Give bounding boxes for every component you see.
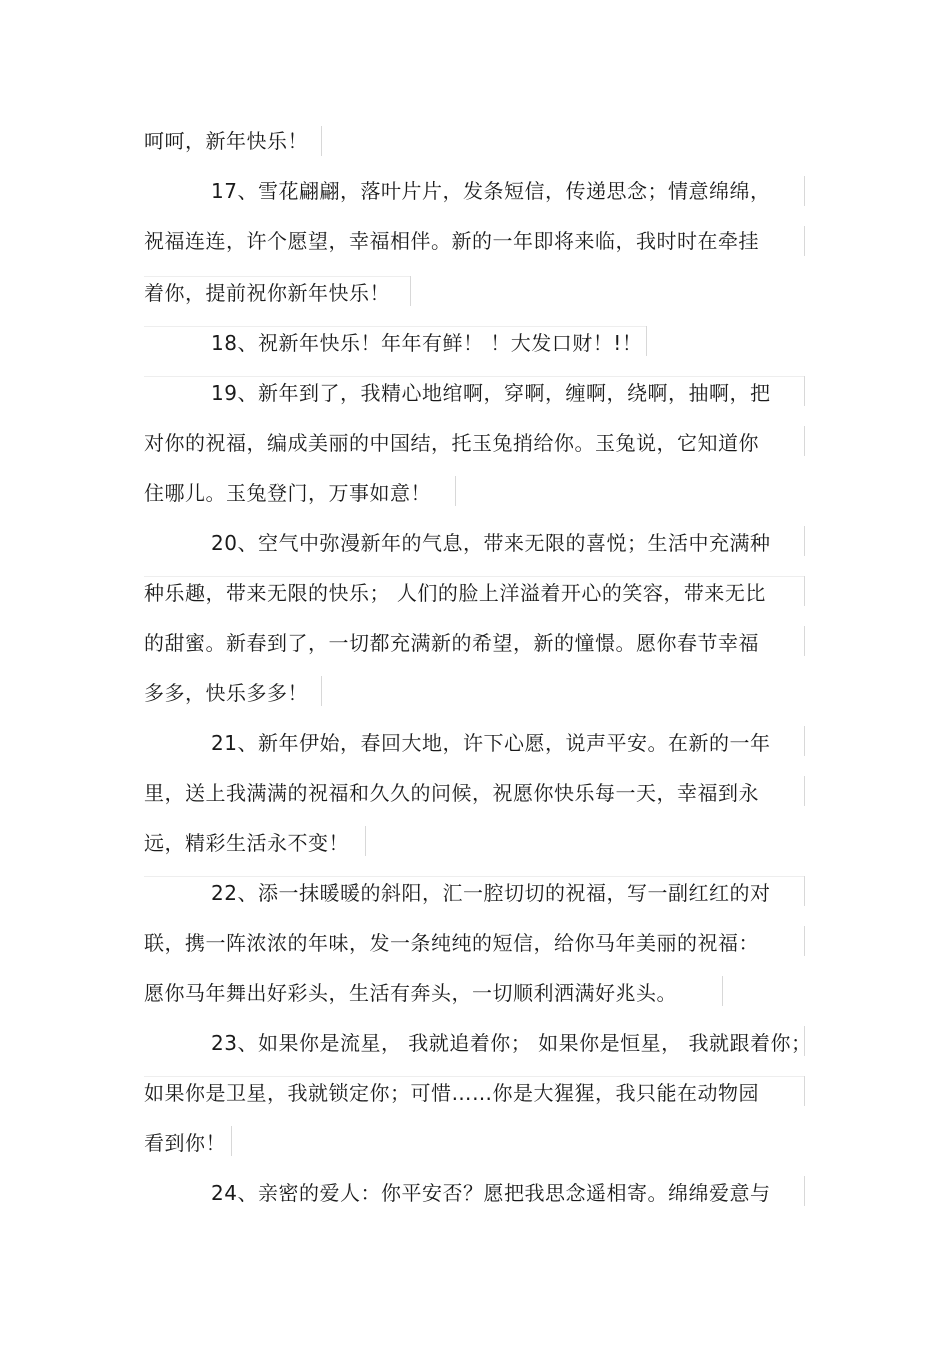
line-end-rule [804,926,805,956]
text-line-5: 18、祝新年快乐！年年有鲜！ ！大发口财！!！ [211,331,643,355]
text-line-7: 对你的祝福，编成美丽的中国结，托玉兔捎给你。玉兔说，它知道你 [144,431,759,455]
line-end-rule [321,126,322,156]
text-line-16: 22、添一抹暖暖的斜阳，汇一腔切切的祝福，写一副红红的对 [211,881,771,905]
line-end-rule [804,1076,805,1106]
text-line-13: 21、新年伊始，春回大地，许下心愿，说声平安。在新的一年 [211,731,771,755]
line-top-rule [144,876,804,877]
text-line-1: 呵呵，新年快乐！ [144,129,308,153]
text-line-19: 23、如果你是流星， 我就追着你； 如果你是恒星， 我就跟着你； [211,1031,812,1055]
text-line-21: 看到你！ [144,1131,226,1155]
text-line-12: 多多，快乐多多！ [144,681,308,705]
text-line-9: 20、空气中弥漫新年的气息，带来无限的喜悦；生活中充满种 [211,531,771,555]
line-end-rule [410,276,411,306]
line-end-rule [804,576,805,606]
text-line-2: 17、雪花翩翩，落叶片片，发条短信，传递思念；情意绵绵， [211,179,771,203]
line-end-rule [804,626,805,656]
line-end-rule [804,726,805,756]
text-line-17: 联，携一阵浓浓的年味，发一条纯纯的短信，给你马年美丽的祝福： [144,931,759,955]
line-end-rule [804,1176,805,1206]
text-line-15: 远，精彩生活永不变！ [144,831,349,855]
line-top-rule [144,276,410,277]
line-end-rule [365,826,366,856]
line-end-rule [321,676,322,706]
line-top-rule [144,326,646,327]
line-top-rule [144,376,804,377]
line-end-rule [804,226,805,256]
line-end-rule [804,376,805,406]
text-line-18: 愿你马年舞出好彩头，生活有奔头，一切顺利洒满好兆头。 [144,981,677,1005]
line-top-rule [144,1076,804,1077]
line-end-rule [455,476,456,506]
line-end-rule [804,876,805,906]
line-end-rule [804,526,805,556]
line-end-rule [804,426,805,456]
text-line-4: 着你，提前祝你新年快乐！ [144,281,390,305]
line-end-rule [804,776,805,806]
text-line-11: 的甜蜜。新春到了，一切都充满新的希望，新的憧憬。愿你春节幸福 [144,631,759,655]
text-line-8: 住哪儿。玉兔登门，万事如意！ [144,481,431,505]
text-line-10: 种乐趣，带来无限的快乐； 人们的脸上洋溢着开心的笑容，带来无比 [144,581,766,605]
text-line-20: 如果你是卫星，我就锁定你；可惜……你是大猩猩，我只能在动物园 [144,1081,759,1105]
line-end-rule [722,976,723,1006]
text-line-6: 19、新年到了，我精心地绾啊，穿啊，缠啊，绕啊，抽啊，把 [211,381,771,405]
line-end-rule [231,1126,232,1156]
text-line-22: 24、亲密的爱人：你平安否？愿把我思念遥相寄。绵绵爱意与 [211,1181,771,1205]
line-top-rule [144,576,804,577]
text-line-3: 祝福连连，许个愿望，幸福相伴。新的一年即将来临，我时时在牵挂 [144,229,759,253]
line-end-rule [646,326,647,356]
line-end-rule [804,1026,805,1056]
line-end-rule [804,176,805,206]
text-line-14: 里，送上我满满的祝福和久久的问候，祝愿你快乐每一天，幸福到永 [144,781,759,805]
